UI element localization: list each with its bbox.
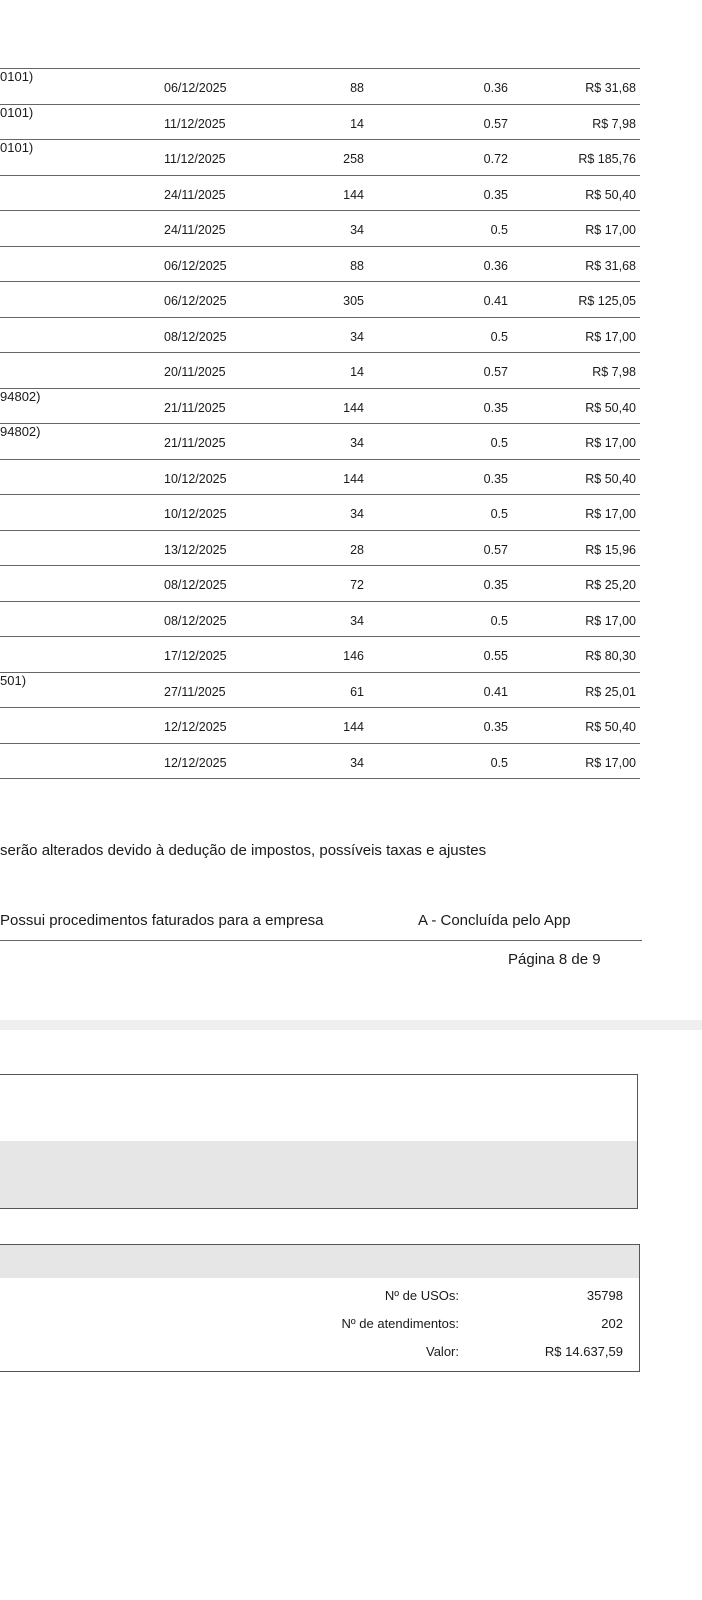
provider-cell: 94802) xyxy=(0,424,41,439)
value-cell: R$ 17,00 xyxy=(585,329,636,344)
value-cell: R$ 50,40 xyxy=(585,400,636,415)
date-cell: 12/12/2025 xyxy=(164,755,227,770)
date-cell: 12/12/2025 xyxy=(164,720,227,734)
usos-value: 35798 xyxy=(586,1288,623,1303)
coefficient-cell: 0.35 xyxy=(483,720,508,734)
value-cell: R$ 31,68 xyxy=(585,81,636,95)
atendimentos-value: 202 xyxy=(601,1316,623,1331)
date-cell: 21/11/2025 xyxy=(164,400,226,415)
coefficient-cell: 0.57 xyxy=(483,542,508,557)
coefficient-cell: 0.5 xyxy=(490,329,508,344)
date-cell: 06/12/2025 xyxy=(164,294,227,308)
footer-status: A - Concluída pelo App xyxy=(418,912,571,929)
table-row xyxy=(0,211,640,247)
valor-label: Valor: xyxy=(426,1344,459,1359)
table-row xyxy=(0,531,640,567)
usos-label: Nº de USOs: xyxy=(384,1288,459,1303)
date-cell: 11/12/2025 xyxy=(164,116,226,131)
table-row xyxy=(0,495,640,531)
value-cell: R$ 125,05 xyxy=(578,294,636,308)
procedures-table xyxy=(0,68,640,779)
quantity-cell: 34 xyxy=(350,755,364,770)
table-row xyxy=(0,105,640,141)
quantity-cell: 88 xyxy=(350,81,364,95)
coefficient-cell: 0.35 xyxy=(483,187,508,202)
date-cell: 21/11/2025 xyxy=(164,436,226,450)
coefficient-cell: 0.36 xyxy=(483,258,508,273)
coefficient-cell: 0.57 xyxy=(483,365,508,379)
summary-box xyxy=(0,1278,640,1372)
coefficient-cell: 0.5 xyxy=(490,755,508,770)
table-row xyxy=(0,318,640,354)
date-cell: 08/12/2025 xyxy=(164,329,227,344)
summary-valor xyxy=(0,1344,639,1364)
summary-usos xyxy=(0,1288,639,1308)
summary-atendimentos xyxy=(0,1316,639,1336)
quantity-cell: 144 xyxy=(343,720,364,734)
date-cell: 27/11/2025 xyxy=(164,684,226,699)
empty-header-box xyxy=(0,1074,638,1143)
value-cell: R$ 17,00 xyxy=(585,223,636,237)
value-cell: R$ 15,96 xyxy=(585,542,636,557)
provider-cell: 0101) xyxy=(0,69,34,84)
quantity-cell: 258 xyxy=(343,152,364,166)
table-row xyxy=(0,637,640,673)
table-row xyxy=(0,353,640,389)
value-cell: R$ 25,01 xyxy=(585,684,636,699)
date-cell: 06/12/2025 xyxy=(164,258,227,273)
coefficient-cell: 0.57 xyxy=(483,116,508,131)
table-row xyxy=(0,708,640,744)
quantity-cell: 146 xyxy=(343,649,364,663)
quantity-cell: 144 xyxy=(343,187,364,202)
date-cell: 11/12/2025 xyxy=(164,152,226,166)
coefficient-cell: 0.5 xyxy=(490,223,508,237)
coefficient-cell: 0.35 xyxy=(483,471,508,486)
quantity-cell: 305 xyxy=(343,294,364,308)
date-cell: 10/12/2025 xyxy=(164,507,227,521)
value-cell: R$ 7,98 xyxy=(592,365,636,379)
table-row xyxy=(0,673,640,709)
date-cell: 06/12/2025 xyxy=(164,81,227,95)
coefficient-cell: 0.5 xyxy=(490,436,508,450)
value-cell: R$ 17,00 xyxy=(585,613,636,628)
quantity-cell: 14 xyxy=(350,116,364,131)
value-cell: R$ 31,68 xyxy=(585,258,636,273)
table-row xyxy=(0,69,640,105)
footer-company-note: Possui procedimentos faturados para a empresa xyxy=(0,912,324,929)
valor-value: R$ 14.637,59 xyxy=(544,1344,623,1359)
quantity-cell: 144 xyxy=(343,400,364,415)
page-separator xyxy=(0,1020,702,1030)
date-cell: 24/11/2025 xyxy=(164,223,226,237)
date-cell: 24/11/2025 xyxy=(164,187,226,202)
quantity-cell: 34 xyxy=(350,223,364,237)
value-cell: R$ 7,98 xyxy=(592,116,636,131)
quantity-cell: 28 xyxy=(350,542,364,557)
provider-cell: 501) xyxy=(0,672,27,688)
value-cell: R$ 50,40 xyxy=(585,720,636,734)
provider-cell: 0101) xyxy=(0,104,34,120)
value-cell: R$ 50,40 xyxy=(585,187,636,202)
quantity-cell: 61 xyxy=(350,684,364,699)
coefficient-cell: 0.36 xyxy=(483,81,508,95)
coefficient-cell: 0.5 xyxy=(490,613,508,628)
date-cell: 20/11/2025 xyxy=(164,365,226,379)
table-row xyxy=(0,389,640,425)
footer-divider xyxy=(0,940,642,941)
value-cell: R$ 17,00 xyxy=(585,507,636,521)
quantity-cell: 34 xyxy=(350,329,364,344)
quantity-cell: 14 xyxy=(350,365,364,379)
coefficient-cell: 0.55 xyxy=(483,649,508,663)
quantity-cell: 34 xyxy=(350,436,364,450)
table-row xyxy=(0,460,640,496)
value-cell: R$ 50,40 xyxy=(585,471,636,486)
value-cell: R$ 17,00 xyxy=(585,755,636,770)
table-row xyxy=(0,176,640,212)
page-number: Página 8 de 9 xyxy=(508,951,601,968)
value-cell: R$ 185,76 xyxy=(578,152,636,166)
quantity-cell: 88 xyxy=(350,258,364,273)
coefficient-cell: 0.41 xyxy=(483,294,508,308)
coefficient-cell: 0.35 xyxy=(483,400,508,415)
provider-cell: 0101) xyxy=(0,140,34,155)
date-cell: 08/12/2025 xyxy=(164,578,227,592)
value-cell: R$ 25,20 xyxy=(585,578,636,592)
value-cell: R$ 17,00 xyxy=(585,436,636,450)
atendimentos-label: Nº de atendimentos: xyxy=(341,1316,459,1331)
coefficient-cell: 0.35 xyxy=(483,578,508,592)
coefficient-cell: 0.5 xyxy=(490,507,508,521)
provider-cell: 94802) xyxy=(0,388,41,404)
coefficient-cell: 0.72 xyxy=(483,152,508,166)
summary-header xyxy=(0,1244,640,1279)
table-row xyxy=(0,566,640,602)
date-cell: 13/12/2025 xyxy=(164,542,227,557)
table-row xyxy=(0,282,640,318)
coefficient-cell: 0.41 xyxy=(483,684,508,699)
disclaimer-text: serão alterados devido à dedução de impostos, possíveis taxas e ajustes xyxy=(0,842,487,859)
value-cell: R$ 80,30 xyxy=(585,649,636,663)
date-cell: 17/12/2025 xyxy=(164,649,227,663)
empty-gray-box xyxy=(0,1141,638,1209)
quantity-cell: 34 xyxy=(350,507,364,521)
quantity-cell: 34 xyxy=(350,613,364,628)
quantity-cell: 72 xyxy=(350,578,364,592)
table-row xyxy=(0,744,640,780)
table-row xyxy=(0,602,640,638)
table-row xyxy=(0,424,640,460)
table-row xyxy=(0,140,640,176)
date-cell: 10/12/2025 xyxy=(164,471,227,486)
date-cell: 08/12/2025 xyxy=(164,613,227,628)
table-row xyxy=(0,247,640,283)
quantity-cell: 144 xyxy=(343,471,364,486)
